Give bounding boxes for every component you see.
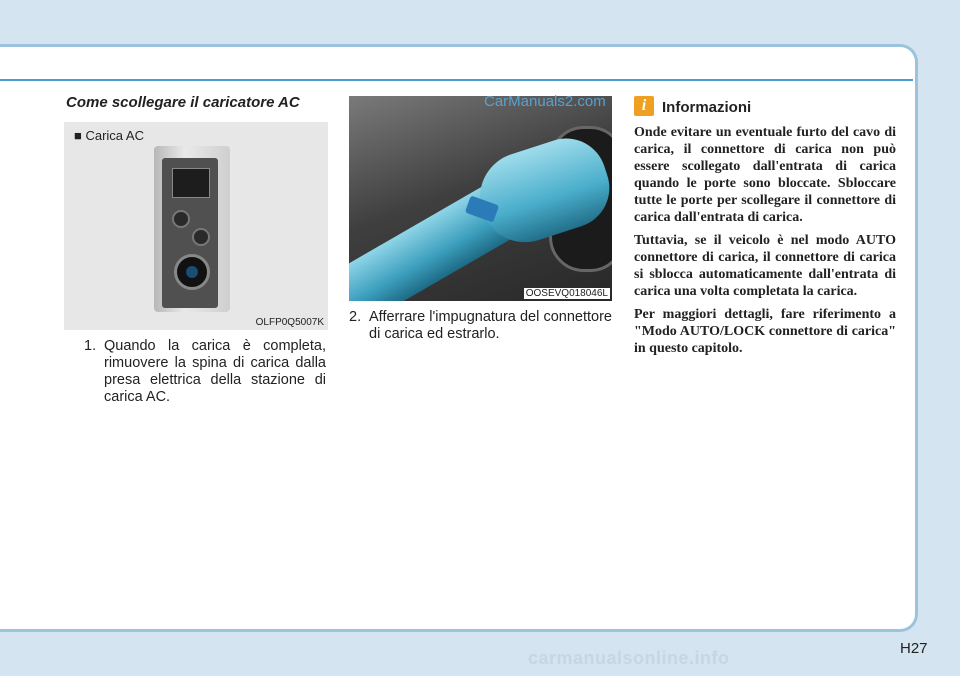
figure-caption: ■ Carica AC	[74, 128, 144, 143]
info-icon: i	[634, 96, 654, 116]
watermark-bottom: carmanualsonline.info	[528, 648, 730, 668]
info-body	[634, 124, 896, 363]
station-socket-icon	[174, 254, 210, 290]
station-panel	[162, 158, 218, 308]
step-2	[349, 309, 612, 343]
figure-code: OOSEVQ018046L	[525, 288, 608, 299]
ac-charging-station-figure	[64, 122, 328, 330]
step-1	[84, 338, 326, 406]
connector-unplug-figure	[349, 96, 612, 301]
step-text: Quando la carica è completa, rimuovere la spina di carica dalla presa elettrica della stazione di carica AC.	[104, 338, 326, 405]
charging-station-illustration	[154, 146, 230, 312]
figure-code: OLFP0Q5007K	[255, 317, 324, 328]
watermark-top: CarManuals2.com	[484, 93, 606, 110]
info-paragraph: Per maggiori dettagli, fare riferimento a "Modo AUTO/LOCK connettore di carica" in questo capitolo.	[634, 307, 896, 356]
step-number: 1.	[84, 338, 97, 354]
page-number: H27	[900, 640, 928, 657]
step-text: Afferrare l'impugnatura del connettore di carica ed estrarlo.	[369, 309, 612, 342]
section-title: Come scollegare il caricatore AC	[66, 94, 300, 111]
station-button-icon	[172, 210, 190, 228]
station-button-icon	[192, 228, 210, 246]
step-number: 2.	[349, 309, 362, 325]
info-title: Informazioni	[662, 99, 752, 116]
info-paragraph: Tuttavia, se il veicolo è nel modo AUTO connettore di carica, il connettore di carica si sblocca automaticamente dall'entrata di carica una volta completata la carica.	[634, 233, 896, 299]
station-display	[172, 168, 210, 198]
info-paragraph: Onde evitare un eventuale furto del cavo di carica, il connettore di carica non può essere scollegato dall'entrata di carica quando le porte sono bloccate. Sbloccare tutte le porte per scollegare il connettore di carica dall'entrata di carica.	[634, 125, 896, 225]
header-rule	[0, 79, 913, 81]
